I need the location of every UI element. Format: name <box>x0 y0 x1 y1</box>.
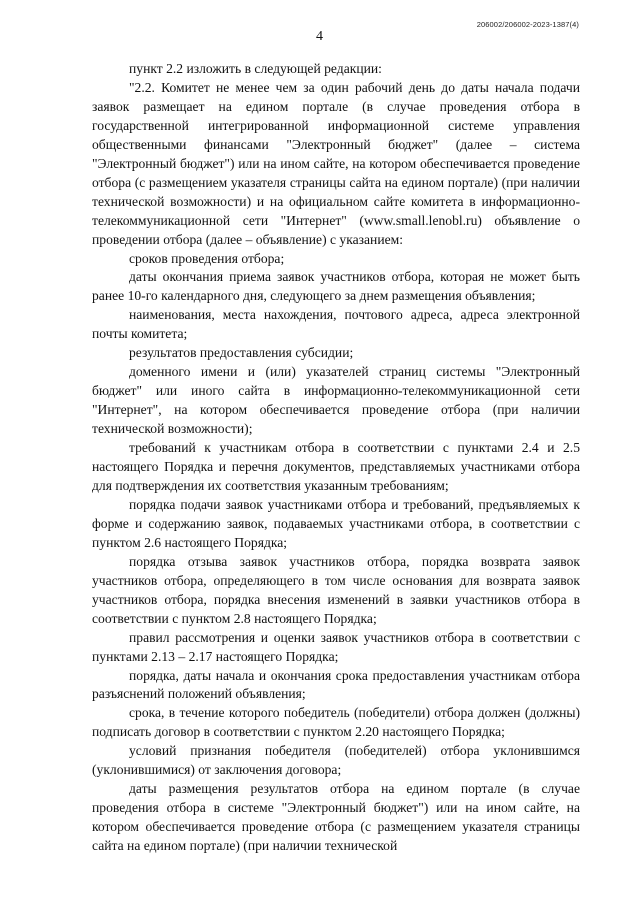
paragraph: даты окончания приема заявок участников отбора, которая не может быть ранее 10-го календарного дня, следующего за днем размещения объявления; <box>92 269 580 304</box>
paragraph: правил рассмотрения и оценки заявок участников отбора в соответствии с пунктами 2.13 – 2.17 настоящего Порядка; <box>92 629 580 664</box>
document-code: 206002/206002-2023-1387(4) <box>476 20 579 29</box>
paragraph: наименования, места нахождения, почтового адреса, адреса электронной почты комитета; <box>92 307 580 342</box>
paragraph: "2.2. Комитет не менее чем за один рабочий день до даты начала подачи заявок размещает на едином портале (в случае проведения отбора в государственной интегрированной информационной системе управления общественными финансами "Электронный бюджет" (далее – система "Электронный бюджет") или на ином сайте, на котором обеспечивается проведение отбора (с размещением указателя страницы сайта на едином портале) (при наличии технической возможности) и на официальном сайте комитета в информационно-телекоммуникационной сети "Интернет" (www.small.lenobl.ru) объявление о проведении отбора (далее – объявление) с указанием: <box>92 79 580 247</box>
paragraph: даты размещения результатов отбора на едином портале (в случае проведения отбора в системе "Электронный бюджет") или на ином сайте, на котором обеспечивается проведение отбора (с размещением указателя страницы сайта на едином портале) (при наличии технической <box>92 781 580 854</box>
paragraph: требований к участникам отбора в соответствии с пунктами 2.4 и 2.5 настоящего Порядка и перечня документов, представляемых участниками отбора для подтверждения их соответствия указанным требованиям; <box>92 440 580 493</box>
paragraph: сроков проведения отбора; <box>129 250 285 266</box>
paragraph: результатов предоставления субсидии; <box>129 345 354 361</box>
paragraph: условий признания победителя (победителей) отбора уклонившимся (уклонившимися) от заключения договора; <box>92 743 580 778</box>
paragraph: доменного имени и (или) указателей страниц системы "Электронный бюджет" или иного сайта в информационно-телекоммуникационной сети "Интернет", на котором обеспечивается проведение отбора (при наличии технической возможности); <box>92 364 580 437</box>
paragraph: срока, в течение которого победитель (победители) отбора должен (должны) подписать договор в соответствии с пунктом 2.20 настоящего Порядка; <box>92 705 580 740</box>
document-body <box>92 60 580 856</box>
paragraph: пункт 2.2 изложить в следующей редакции: <box>129 61 382 76</box>
paragraph: порядка подачи заявок участниками отбора и требований, предъявляемых к форме и содержанию заявок, подаваемых участниками отбора, в соответствии с пунктом 2.6 настоящего Порядка; <box>92 496 580 550</box>
page-number: 4 <box>316 29 323 44</box>
paragraph: порядка, даты начала и окончания срока предоставления участникам отбора разъяснений положений объявления; <box>92 667 580 702</box>
paragraph: порядка отзыва заявок участников отбора, порядка возврата заявок участников отбора, определяющего в том числе основания для возврата заявок участников отбора, порядка внесения изменений в заявки участников отбора в соответствии с пунктом 2.8 настоящего Порядка; <box>92 553 580 626</box>
